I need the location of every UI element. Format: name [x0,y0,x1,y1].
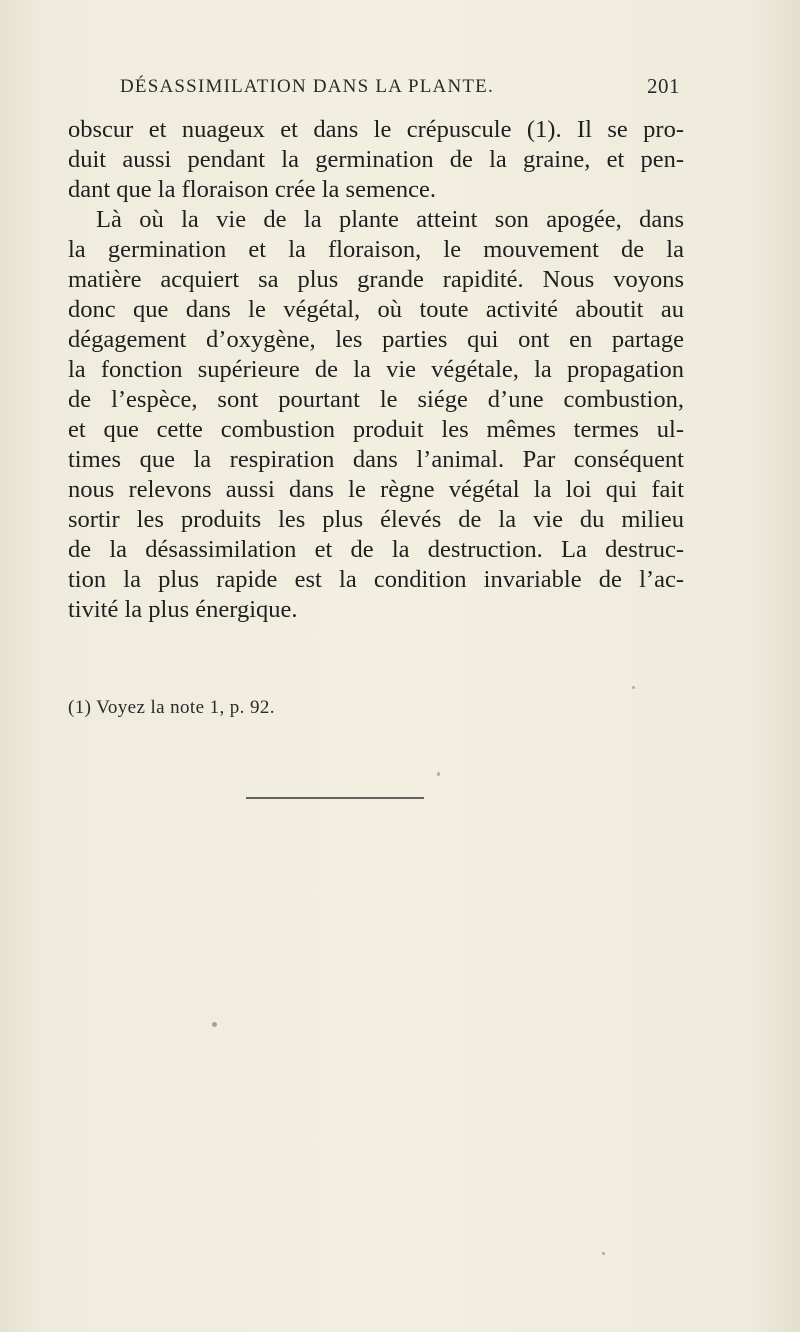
text-line: et que cette combustion produit les mêmes termes ul- [68,416,684,443]
text-line: times que la respiration dans l’animal. Par conséquent [68,446,684,473]
paper-speck [632,686,635,689]
paper-speck [437,772,440,776]
text-line: la germination et la floraison, le mouvement de la [68,236,684,263]
text-line: donc que dans le végétal, où toute activité aboutit au [68,296,684,323]
running-title: DÉSASSIMILATION DANS LA PLANTE. [120,76,494,97]
text-line: duit aussi pendant la germination de la graine, et pen- [68,146,684,173]
text-line: de la désassimilation et de la destruction. La destruc- [68,536,684,563]
running-head [120,74,680,104]
footnote: (1) Voyez la note 1, p. 92. [68,697,275,718]
text-line: matière acquiert sa plus grande rapidité. Nous voyons [68,266,684,293]
paper-speck [602,1252,605,1255]
text-line: nous relevons aussi dans le règne végétal la loi qui fait [68,476,684,503]
text-line: la fonction supérieure de la vie végétale, la propagation [68,356,684,383]
text-line: de l’espèce, sont pourtant le siége d’une combustion, [68,386,684,413]
section-divider [246,797,424,799]
text-line: sortir les produits les plus élevés de la vie du milieu [68,506,684,533]
paper-speck [212,1022,217,1027]
body-text [68,115,684,625]
text-line: dégagement d’oxygène, les parties qui ont en partage [68,326,684,353]
text-line: obscur et nuageux et dans le crépuscule (1). Il se pro- [68,116,684,143]
text-line: dant que la floraison crée la semence. [68,176,437,203]
text-line: tivité la plus énergique. [68,596,298,623]
text-line: Là où la vie de la plante atteint son apogée, dans [96,206,684,233]
text-line: tion la plus rapide est la condition invariable de l’ac- [68,566,684,593]
page-number: 201 [647,74,680,98]
